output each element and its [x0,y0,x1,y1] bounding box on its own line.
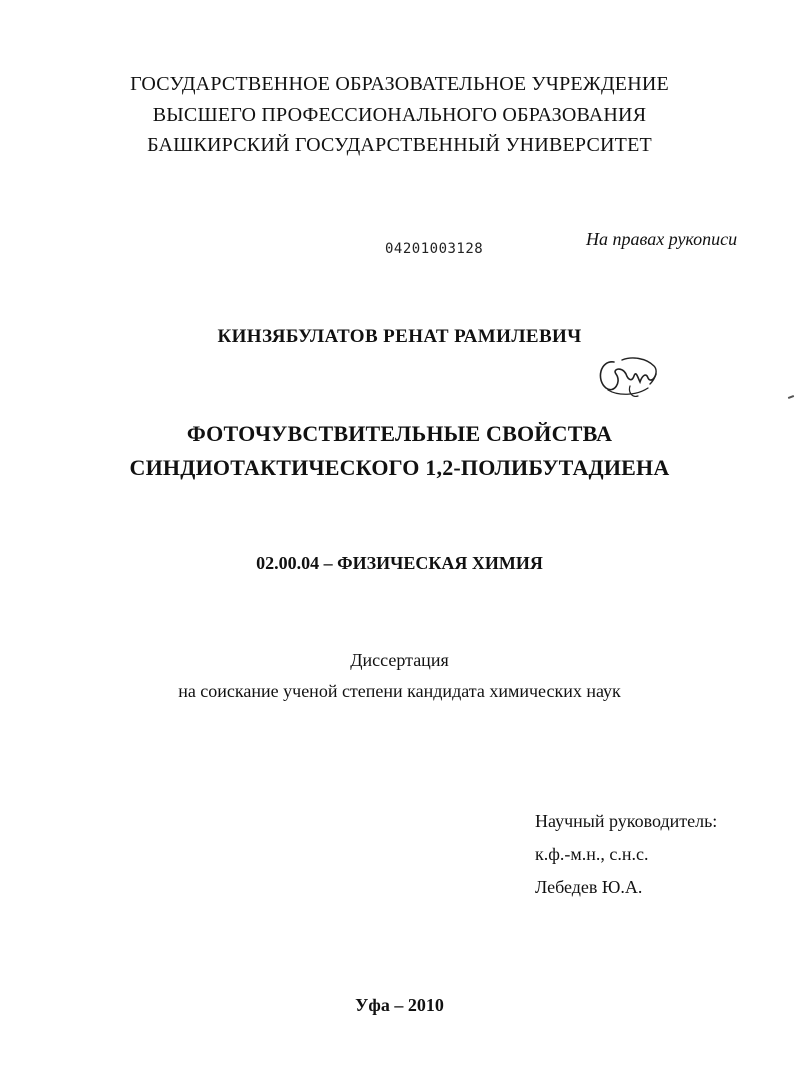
city-year: Уфа – 2010 [355,995,444,1015]
work-type-line-2: на соискание ученой степени кандидата химических наук [178,681,621,701]
institution-line-1: ГОСУДАРСТВЕННОЕ ОБРАЗОВАТЕЛЬНОЕ УЧРЕЖДЕНИЕ [130,73,669,95]
work-type-line-1: Диссертация [350,650,449,670]
specialty: 02.00.04 – ФИЗИЧЕСКАЯ ХИМИЯ [256,553,543,573]
title-line-1: ФОТОЧУВСТВИТЕЛЬНЫЕ СВОЙСТВА [186,421,613,446]
supervisor-label: Научный руководитель: [535,811,718,831]
supervisor-name: Лебедев Ю.А. [535,877,643,897]
manuscript-rights-note: На правах рукописи [586,229,738,249]
institution-line-2: ВЫСШЕГО ПРОФЕССИОНАЛЬНОГО ОБРАЗОВАНИЯ [152,104,647,126]
institution-line-3: БАШКИРСКИЙ ГОСУДАРСТВЕННЫЙ УНИВЕРСИТЕТ [147,134,652,156]
supervisor-degree: к.ф.-м.н., с.н.с. [535,844,649,864]
scan-mark [788,395,794,399]
author-name: КИНЗЯБУЛАТОВ РЕНАТ РАМИЛЕВИЧ [217,326,582,347]
supervisor-block [535,805,717,904]
signature-icon [592,352,662,404]
archive-number: 04201003128 [385,241,484,257]
title-line-2: СИНДИОТАКТИЧЕСКОГО 1,2-ПОЛИБУТАДИЕНА [129,455,670,480]
